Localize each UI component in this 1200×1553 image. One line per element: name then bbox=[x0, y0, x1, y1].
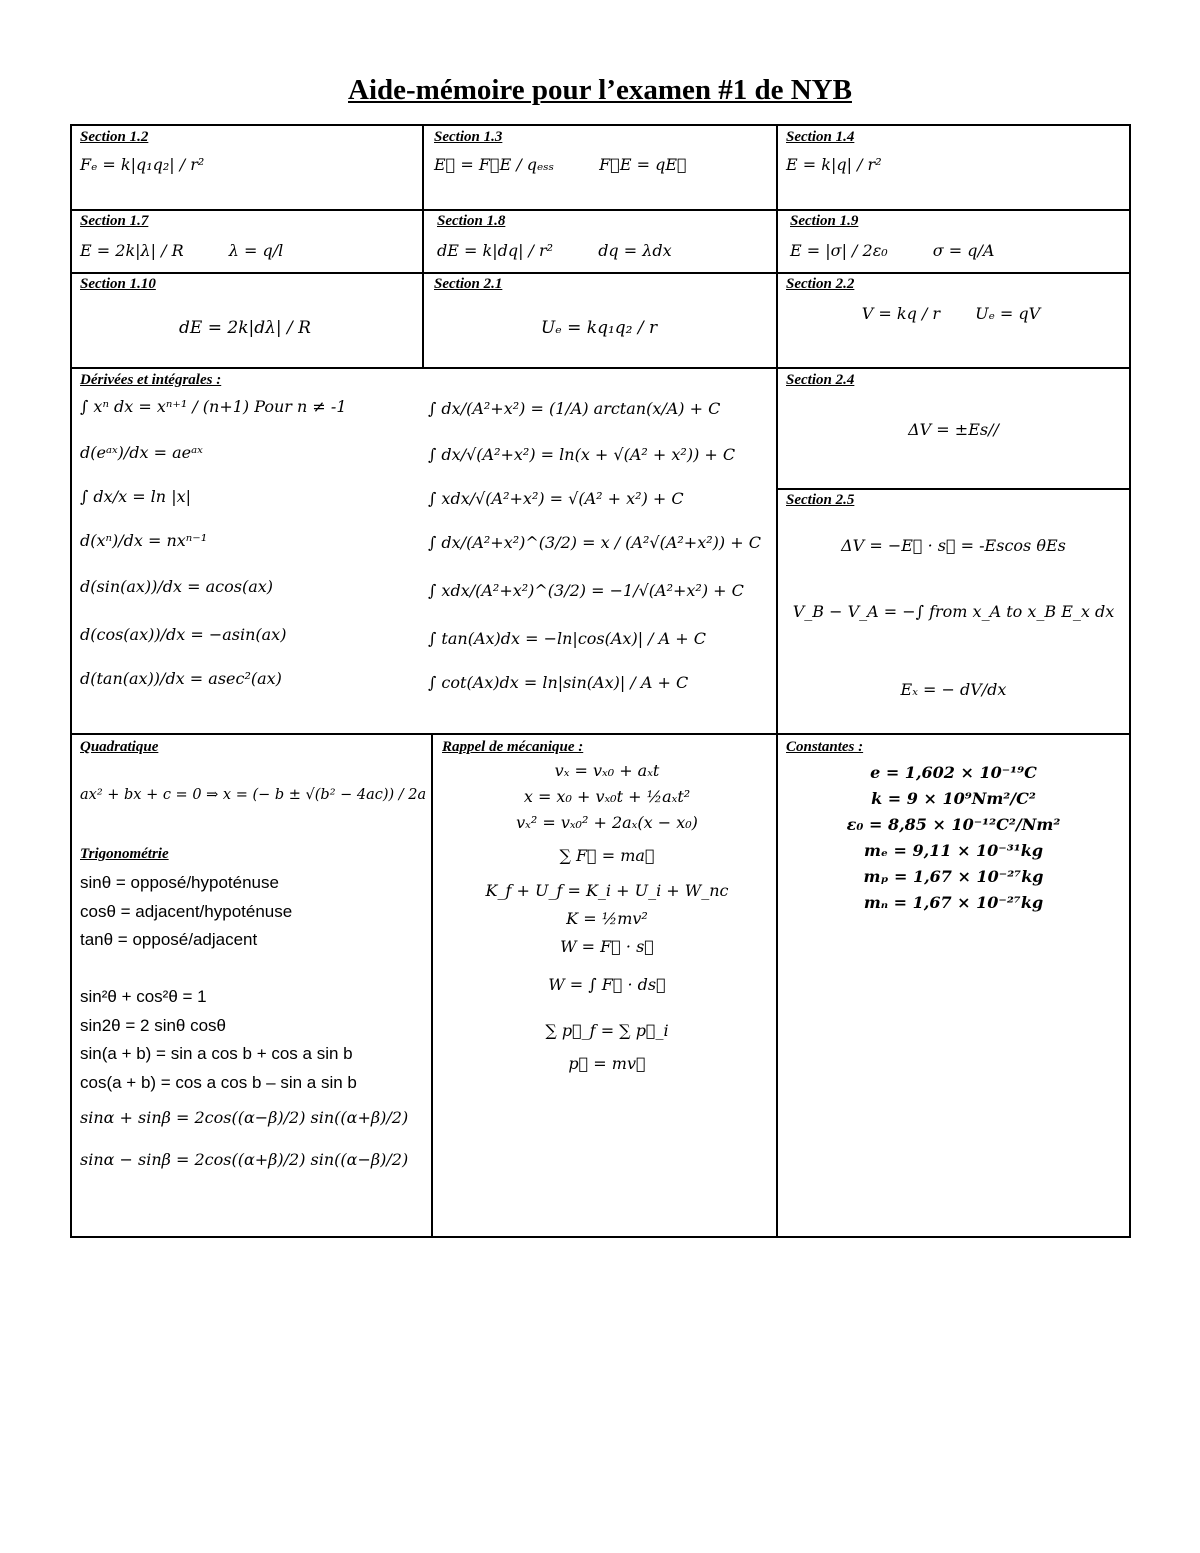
formula: d(cos(ax))/dx = −asin(ax) bbox=[80, 625, 287, 644]
derivatives-right bbox=[428, 398, 773, 716]
formula: ∫ cot(Ax)dx = ln|sin(Ax)| / A + C bbox=[428, 673, 689, 692]
col-divider bbox=[422, 124, 424, 368]
trig-line: sin(a + b) = sin a cos b + cos a sin b bbox=[80, 1044, 353, 1063]
formula: ∫ xdx/(A²+x²)^(3/2) = −1/√(A²+x²) + C bbox=[428, 581, 744, 600]
constant-value: mₑ = 9,11 × 10⁻³¹kg bbox=[863, 841, 1044, 860]
row-divider bbox=[776, 488, 1131, 490]
section-heading: Section 2.2 bbox=[786, 276, 855, 292]
section-heading: Section 1.4 bbox=[786, 129, 855, 145]
trig-line: sin2θ = 2 sinθ cosθ bbox=[80, 1015, 227, 1035]
formula: ΔV = −E⃗ · s⃗ = -Escos θEs bbox=[841, 536, 1066, 555]
formula: ax² + bx + c = 0 ⇒ x = (− b ± √(b² − 4ac)) / 2a bbox=[80, 787, 427, 803]
trig-line: sin²θ + cos²θ = 1 bbox=[80, 987, 207, 1006]
section-heading: Rappel de mécanique : bbox=[442, 739, 584, 755]
formula: vₓ² = vₓ₀² + 2aₓ(x − x₀) bbox=[516, 813, 698, 832]
constant-value: mₚ = 1,67 × 10⁻²⁷kg bbox=[863, 867, 1044, 886]
section-heading: Section 1.9 bbox=[790, 213, 859, 229]
section-heading: Section 2.4 bbox=[786, 372, 855, 388]
table-border-left bbox=[70, 124, 72, 1238]
formula: λ = q/l bbox=[228, 241, 284, 260]
section-1-4-cell bbox=[786, 129, 1116, 176]
section-2-5-cell bbox=[786, 492, 1121, 701]
section-1-10-cell bbox=[80, 276, 410, 339]
row-divider bbox=[70, 209, 1131, 211]
section-heading: Section 1.3 bbox=[434, 129, 503, 145]
section-heading: Section 1.2 bbox=[80, 129, 149, 145]
formula: σ = q/A bbox=[932, 241, 995, 260]
section-heading: Section 1.10 bbox=[80, 276, 156, 292]
formula: K = ½mv² bbox=[566, 909, 648, 928]
section-heading: Section 2.5 bbox=[786, 492, 855, 508]
formula: V_B − V_A = −∫ from x_A to x_B E_x dx bbox=[792, 602, 1115, 621]
formula: W = F⃗ · s⃗ bbox=[560, 937, 654, 956]
constantes-cell bbox=[786, 739, 1121, 916]
mecanique-cell bbox=[442, 739, 772, 1074]
constant-value: mₙ = 1,67 × 10⁻²⁷kg bbox=[863, 893, 1044, 912]
section-1-2-cell bbox=[80, 129, 410, 176]
formula: W = ∫ F⃗ · ds⃗ bbox=[548, 975, 666, 994]
trig-line: sinα + sinβ = 2cos((α−β)/2) sin((α+β)/2) bbox=[80, 1108, 409, 1127]
section-heading: Constantes : bbox=[786, 739, 864, 755]
section-2-2-cell bbox=[786, 276, 1116, 325]
section-1-9-cell bbox=[790, 213, 1120, 262]
section-heading: Section 1.8 bbox=[437, 213, 506, 229]
col-divider bbox=[776, 124, 778, 1238]
formula: dq = λdx bbox=[598, 241, 672, 260]
formula: Eₓ = − dV/dx bbox=[900, 680, 1007, 699]
formula: V = kq / r bbox=[861, 304, 941, 323]
trig-line bbox=[80, 955, 425, 984]
formula: x = x₀ + vₓ₀t + ½aₓt² bbox=[523, 787, 691, 806]
section-heading: Dérivées et intégrales : bbox=[80, 372, 222, 388]
formula: ∑ p⃗_f = ∑ p⃗_i bbox=[545, 1021, 669, 1040]
section-heading: Trigonométrie bbox=[80, 846, 169, 862]
section-2-1-cell bbox=[434, 276, 764, 339]
formula: ∫ dx/(A²+x²) = (1/A) arctan(x/A) + C bbox=[428, 399, 721, 418]
formula: E = |σ| / 2ε₀ bbox=[790, 241, 888, 260]
formula: p⃗ = mv⃗ bbox=[568, 1054, 646, 1073]
derivatives-cell bbox=[80, 372, 770, 389]
formula: dE = k|dq| / r² bbox=[437, 241, 554, 260]
formula: K_f + U_f = K_i + U_i + W_nc bbox=[485, 881, 729, 900]
formula: d(eᵃˣ)/dx = aeᵃˣ bbox=[80, 443, 203, 462]
row-divider bbox=[70, 367, 1131, 369]
section-heading: Section 1.7 bbox=[80, 213, 149, 229]
formula: ∫ dx/x = ln |x| bbox=[80, 487, 191, 506]
section-1-7-cell bbox=[80, 213, 410, 262]
derivatives-left bbox=[80, 396, 420, 712]
formula: F⃗E = qE⃗ bbox=[599, 155, 687, 174]
trig-line: sinα − sinβ = 2cos((α+β)/2) sin((α−β)/2) bbox=[80, 1150, 409, 1169]
formula: d(xⁿ)/dx = nxⁿ⁻¹ bbox=[80, 531, 208, 550]
trig-line: tanθ = opposé/adjacent bbox=[80, 930, 258, 949]
quadratique-cell bbox=[80, 739, 425, 1181]
table-border-bottom bbox=[70, 1236, 1131, 1238]
formula: E⃗ = F⃗E / qₑₛₛ bbox=[434, 155, 555, 174]
section-heading: Section 2.1 bbox=[434, 276, 503, 292]
trig-line: cosθ = adjacent/hypoténuse bbox=[80, 901, 293, 921]
trig-line: cos(a + b) = cos a cos b – sin a sin b bbox=[80, 1072, 357, 1092]
formula: E = 2k|λ| / R bbox=[80, 241, 184, 260]
formula: Uₑ = kq₁q₂ / r bbox=[540, 318, 658, 338]
formula: Fₑ = k|q₁q₂| / r² bbox=[80, 155, 205, 174]
constant-value: ε₀ = 8,85 × 10⁻¹²C²/Nm² bbox=[846, 815, 1061, 834]
section-2-4-cell bbox=[786, 372, 1121, 441]
table-border-top bbox=[70, 124, 1131, 126]
constant-value: e = 1,602 × 10⁻¹⁹C bbox=[870, 763, 1037, 782]
formula: ∫ xdx/√(A²+x²) = √(A² + x²) + C bbox=[428, 489, 684, 508]
formula: d(tan(ax))/dx = asec²(ax) bbox=[80, 669, 282, 688]
col-divider bbox=[431, 733, 433, 1238]
formula: ∫ dx/(A²+x²)^(3/2) = x / (A²√(A²+x²)) + C bbox=[428, 533, 761, 552]
formula: ∫ dx/√(A²+x²) = ln(x + √(A² + x²)) + C bbox=[428, 445, 736, 464]
formula: dE = 2k|dλ| / R bbox=[179, 318, 311, 338]
page-title: Aide-mémoire pour l’examen #1 de NYB bbox=[348, 74, 852, 106]
formula: ΔV = ±Es// bbox=[908, 420, 999, 439]
row-divider bbox=[70, 733, 1131, 735]
formula: ∑ F⃗ = ma⃗ bbox=[559, 846, 655, 865]
row-divider bbox=[70, 272, 1131, 274]
formula: Uₑ = qV bbox=[975, 304, 1041, 323]
table-border-right bbox=[1129, 124, 1131, 1238]
trig-line: sinθ = opposé/hypoténuse bbox=[80, 873, 279, 892]
constant-value: k = 9 × 10⁹Nm²/C² bbox=[871, 789, 1036, 808]
formula: ∫ tan(Ax)dx = −ln|cos(Ax)| / A + C bbox=[428, 629, 707, 648]
formula: ∫ xⁿ dx = xⁿ⁺¹ / (n+1) Pour n ≠ -1 bbox=[80, 397, 347, 416]
formula: E = k|q| / r² bbox=[786, 155, 882, 174]
section-1-3-cell bbox=[434, 129, 764, 176]
formula: d(sin(ax))/dx = acos(ax) bbox=[80, 577, 274, 596]
section-1-8-cell bbox=[437, 213, 767, 262]
formula: vₓ = vₓ₀ + aₓt bbox=[554, 761, 660, 780]
section-heading: Quadratique bbox=[80, 739, 159, 755]
